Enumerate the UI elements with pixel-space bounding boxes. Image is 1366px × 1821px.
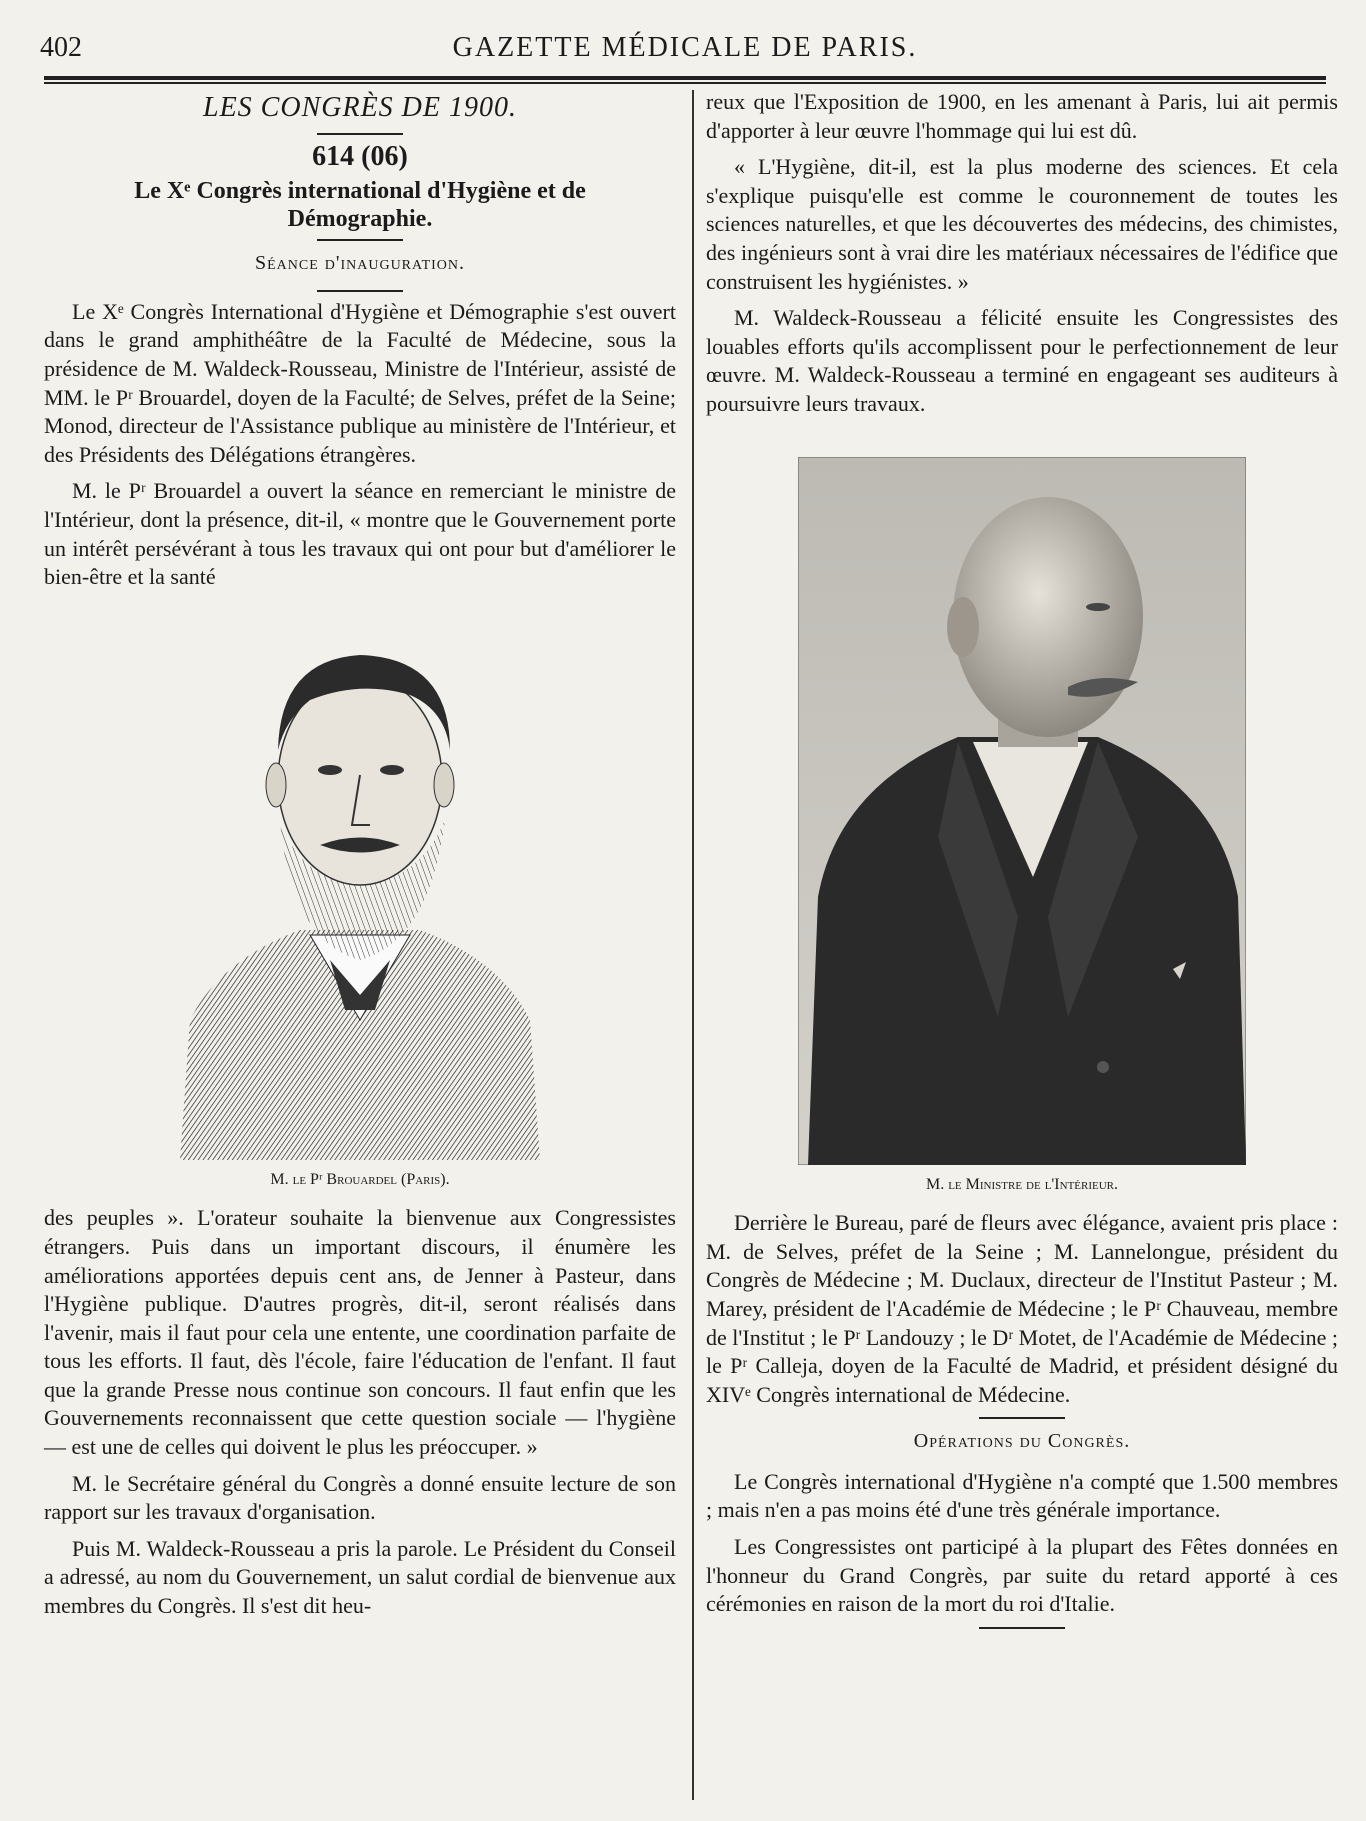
page-header xyxy=(40,28,1330,68)
paragraph: Le Xᵉ Congrès International d'Hygiène et Démographie s'est ouvert dans le grand amphithéâtre de la Faculté de Médecine, sous la présidence de M. Waldeck-Rousseau, Ministre de l'Intérieur, assisté de MM. le Pʳ Brouardel, doyen de la Faculté; de Selves, préfet de la Seine; Monod, directeur de l'Assistance publique au ministère de l'Intérieur, et des Présidents des Délégations étrangères. xyxy=(44,298,676,467)
divider-rule xyxy=(317,290,403,292)
right-column xyxy=(706,88,1338,1635)
paragraph: reux que l'Exposition de 1900, en les amenant à Paris, lui ait permis d'apporter à leur œuvre l'hommage qui lui est dû. xyxy=(706,89,1338,143)
portrait-figure xyxy=(160,600,560,1195)
paragraph: M. Waldeck-Rousseau a félicité ensuite les Congressistes des louables efforts qu'ils accomplissent pour le perfectionnement de leur œuvre. M. Waldeck-Rousseau a terminé en engageant ses auditeurs à poursuivre leurs travaux. xyxy=(706,305,1338,416)
paragraph: « L'Hygiène, dit-il, est la plus moderne des sciences. Et cela s'explique puisqu'elle est comme le couronnement de toutes les sciences naturelles, et que les découvertes des médecins, des chimistes, des ingénieurs sont à vrai dire les matériaux nécessaires de l'édifice que construisent les hygiénistes. » xyxy=(706,154,1338,294)
portrait-engraving-image xyxy=(160,600,560,1160)
classification-number: 614 (06) xyxy=(312,140,408,172)
figure-caption: M. le Pʳ Brouardel (Paris). xyxy=(270,1170,450,1188)
article-title: Le Xᵉ Congrès international d'Hygiène et de Démographie. xyxy=(134,178,586,233)
figure-caption: M. le Ministre de l'Intérieur. xyxy=(925,1175,1119,1193)
section-title: LES CONGRÈS DE 1900. xyxy=(203,92,517,123)
paragraph: M. le Pʳ Brouardel a ouvert la séance en remerciant le ministre de l'Intérieur, dont la présence, dit-il, « montre que le Gouvernement porte un intérêt persévérant à tous les travaux qui ont pour but d'améliorer le bien-être et la santé xyxy=(44,478,676,590)
subheading: Opérations du Congrès. xyxy=(913,1430,1131,1453)
paragraph: Puis M. Waldeck-Rousseau a pris la parole. Le Président du Conseil a adressé, au nom du Gouvernement, un salut cordial de bienvenue aux membres du Congrès. Il s'est dit heu- xyxy=(44,1535,676,1619)
paragraph: Le Congrès international d'Hygiène n'a compté que 1.500 membres ; mais n'en a pas moins été d'une très générale importance. xyxy=(706,1468,1338,1523)
subheading: Séance d'inauguration. xyxy=(254,252,466,275)
photograph-figure xyxy=(798,457,1246,1200)
paragraph: Derrière le Bureau, paré de fleurs avec élégance, avaient pris place : M. de Selves, préfet de la Seine ; M. Lannelongue, président du Congrès de Médecine ; M. Duclaux, directeur de l'Institut Pasteur ; M. Marey, président de l'Académie de Médecine ; le Pʳ Chauveau, membre de l'Institut ; le Pʳ Landouzy ; le Dʳ Motet, de l'Académie de Médecine ; le Pʳ Calleja, doyen de la Faculté de Madrid, et président désigné du XIVᵉ Congrès international de Médecine. xyxy=(706,1210,1338,1407)
paragraph: des peuples ». L'orateur souhaite la bienvenue aux Congressistes étrangers. Puis dans un important discours, il énumère les améliorations apportées depuis cent ans, de Jenner à Pasteur, dans l'Hygiène publique. D'autres progrès, dit-il, seront réalisés dans l'avenir, mais il faut pour cela une entente, une coordination parfaite de tous les efforts. Il faut, dès l'école, faire l'éducation de l'enfant. Il faut que la grande Presse nous continue son concours. Il faut enfin que les Gouvernements reconnaissent que cette question sociale — l'hygiène — est une de celles qui doivent le plus les préoccuper. » xyxy=(44,1205,676,1460)
header-rule xyxy=(44,76,1326,84)
column-divider xyxy=(692,90,694,1800)
running-title: GAZETTE MÉDICALE DE PARIS. xyxy=(452,32,918,63)
divider-rule xyxy=(979,1627,1065,1629)
divider-rule xyxy=(979,1417,1065,1419)
paragraph: M. le Secrétaire général du Congrès a donné ensuite lecture de son rapport sur les travaux d'organisation. xyxy=(44,1470,676,1525)
divider-rule xyxy=(317,239,403,241)
paragraph: Les Congressistes ont participé à la plupart des Fêtes données en l'honneur du Grand Congrès, par suite du retard apporté à ces cérémonies en raison de la mort du roi d'Italie. xyxy=(706,1534,1338,1617)
minister-photograph-image xyxy=(798,457,1246,1165)
divider-rule xyxy=(317,133,403,135)
page-number: 402 xyxy=(40,32,82,63)
left-column xyxy=(44,88,676,1629)
